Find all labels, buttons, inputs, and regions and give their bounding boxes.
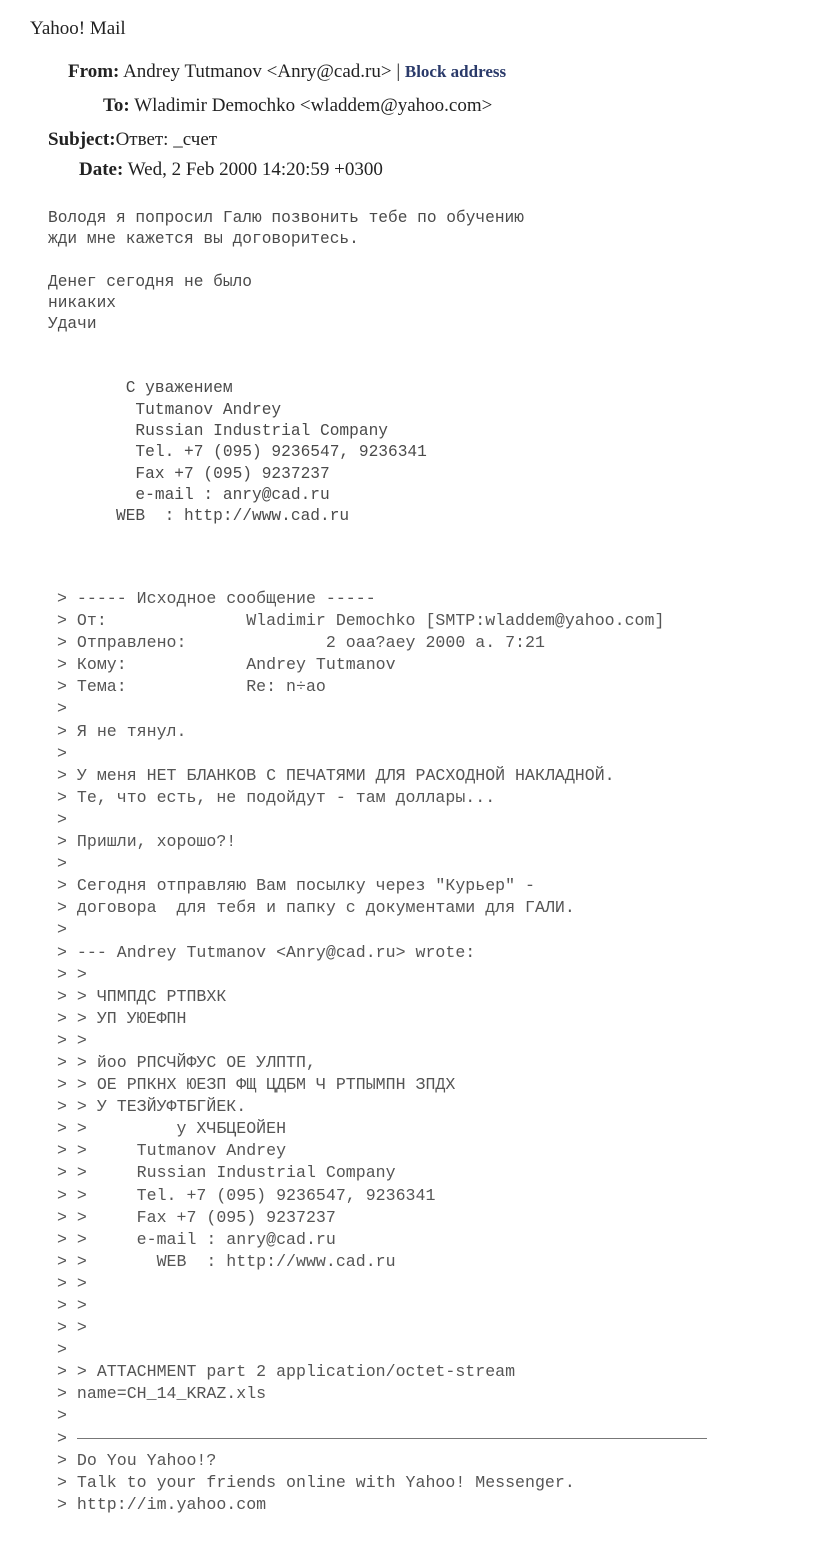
quoted-line: >	[57, 920, 67, 940]
to-value: Wladimir Demochko <wladdem@yahoo.com>	[134, 95, 493, 116]
quoted-line: > > WEB : http://www.cad.ru	[57, 1251, 396, 1271]
quoted-line: > > Tutmanov Andrey	[57, 1141, 287, 1161]
quoted-line: > Do You Yahoo!?	[57, 1450, 217, 1470]
subject-value: Ответ: _счет	[115, 129, 218, 150]
quoted-line: > > У ТЕЗЙУФТБГЙЕК.	[57, 1097, 247, 1117]
body-line	[48, 357, 524, 378]
quoted-line: > > Fax +7 (095) 9237237	[57, 1207, 336, 1227]
quoted-line: > > ATTACHMENT part 2 application/octet-stream	[57, 1362, 516, 1382]
quoted-message	[57, 588, 707, 1516]
quoted-line: > > ЧПМПДС РТПВХК	[57, 986, 227, 1006]
body-line: Денег сегодня не было	[48, 272, 252, 291]
quoted-line: > Кому: Andrey Tutmanov	[57, 655, 396, 675]
date-label: Date:	[79, 159, 124, 180]
quoted-line: >	[57, 743, 67, 763]
body-line: WEB : http://www.cad.ru	[48, 507, 350, 526]
quoted-line: >	[57, 1406, 67, 1426]
quoted-line: > Сегодня отправляю Вам посылку через "Курьер" -	[57, 876, 535, 896]
subject-label: Subject:	[48, 129, 116, 150]
quoted-line: > > Russian Industrial Company	[57, 1163, 396, 1183]
to-row	[103, 95, 823, 117]
subject-row	[48, 129, 823, 151]
quoted-line: > договора для тебя и папку с документами для ГАЛИ.	[57, 898, 575, 918]
date-row	[79, 159, 823, 181]
body-line: Tutmanov Andrey	[48, 400, 282, 419]
separator: |	[396, 61, 401, 82]
quoted-line: > У меня НЕТ БЛАНКОВ С ПЕЧАТЯМИ ДЛЯ РАСХОДНОЙ НАКЛАДНОЙ.	[57, 765, 615, 785]
quoted-line: > >	[57, 1318, 87, 1338]
message-body	[48, 208, 524, 527]
body-line: e-mail : anry@cad.ru	[48, 485, 330, 504]
date-value: Wed, 2 Feb 2000 14:20:59 +0300	[127, 159, 383, 180]
quoted-line: > > йоо РПСЧЙФУС ОЕ УЛПТП,	[57, 1052, 316, 1072]
body-line: Володя я попросил Галю позвонить тебе по обучению	[48, 209, 524, 227]
quoted-line: >	[57, 699, 67, 719]
quoted-line: > http://im.yahoo.com	[57, 1494, 267, 1514]
quoted-line: > > УП УЮЕФПН	[57, 1008, 187, 1028]
body-line: жди мне кажется вы договоритесь.	[48, 230, 359, 249]
quoted-line: > >	[57, 1030, 87, 1050]
quoted-line: > Я не тянул.	[57, 721, 187, 741]
body-line	[48, 251, 524, 272]
quoted-line: > --- Andrey Tutmanov <Anry@cad.ru> wrote:	[57, 942, 476, 962]
signature-divider	[77, 1438, 707, 1439]
body-line: С уважением	[48, 379, 233, 398]
body-line	[48, 336, 524, 357]
from-label: From:	[68, 61, 120, 82]
body-line: Russian Industrial Company	[48, 421, 388, 440]
quoted-line: > > e-mail : anry@cad.ru	[57, 1229, 336, 1249]
to-label: To:	[103, 95, 130, 116]
quoted-line: > name=CH_14_KRAZ.xls	[57, 1384, 267, 1404]
quoted-line: > Пришли, хорошо?!	[57, 832, 237, 852]
body-line: Tel. +7 (095) 9236547, 9236341	[48, 443, 427, 462]
from-row	[68, 61, 823, 83]
quoted-line: > > у ХЧБЦЕОЙЕН	[57, 1119, 287, 1139]
quoted-line: > Отправлено: 2 oaa?aey 2000 a. 7:21	[57, 633, 545, 653]
quoted-line: > От: Wladimir Demochko [SMTP:wladdem@yahoo.com]	[57, 611, 665, 631]
from-value: Andrey Tutmanov <Anry@cad.ru>	[123, 61, 392, 82]
quoted-line: >	[57, 854, 67, 874]
body-line: Удачи	[48, 315, 97, 334]
block-address-link[interactable]: Block address	[404, 62, 507, 81]
quoted-line: > Talk to your friends online with Yahoo! Messenger.	[57, 1472, 575, 1492]
quoted-line: > >	[57, 1296, 87, 1315]
quoted-line: >	[57, 1428, 67, 1448]
quoted-line: > Тема: Re: n÷ao	[57, 677, 326, 697]
body-line: никаких	[48, 294, 116, 313]
quoted-line: >	[57, 809, 67, 829]
quoted-rule-line	[57, 1428, 707, 1450]
quoted-line: > Те, что есть, не подойдут - там доллары...	[57, 787, 496, 807]
quoted-line: > ----- Исходное сообщение -----	[57, 589, 376, 608]
app-title: Yahoo! Mail	[30, 18, 126, 39]
quoted-line: > > ОЕ РПКНХ ЮЕЗП ФЩ ЦДБМ Ч РТПЫМПН ЗПДХ	[57, 1075, 456, 1095]
quoted-line: >	[57, 1340, 67, 1360]
quoted-line: > > Tel. +7 (095) 9236547, 9236341	[57, 1185, 436, 1205]
quoted-line: > >	[57, 1273, 87, 1293]
body-line: Fax +7 (095) 9237237	[48, 464, 330, 483]
quoted-line: > >	[57, 964, 87, 984]
